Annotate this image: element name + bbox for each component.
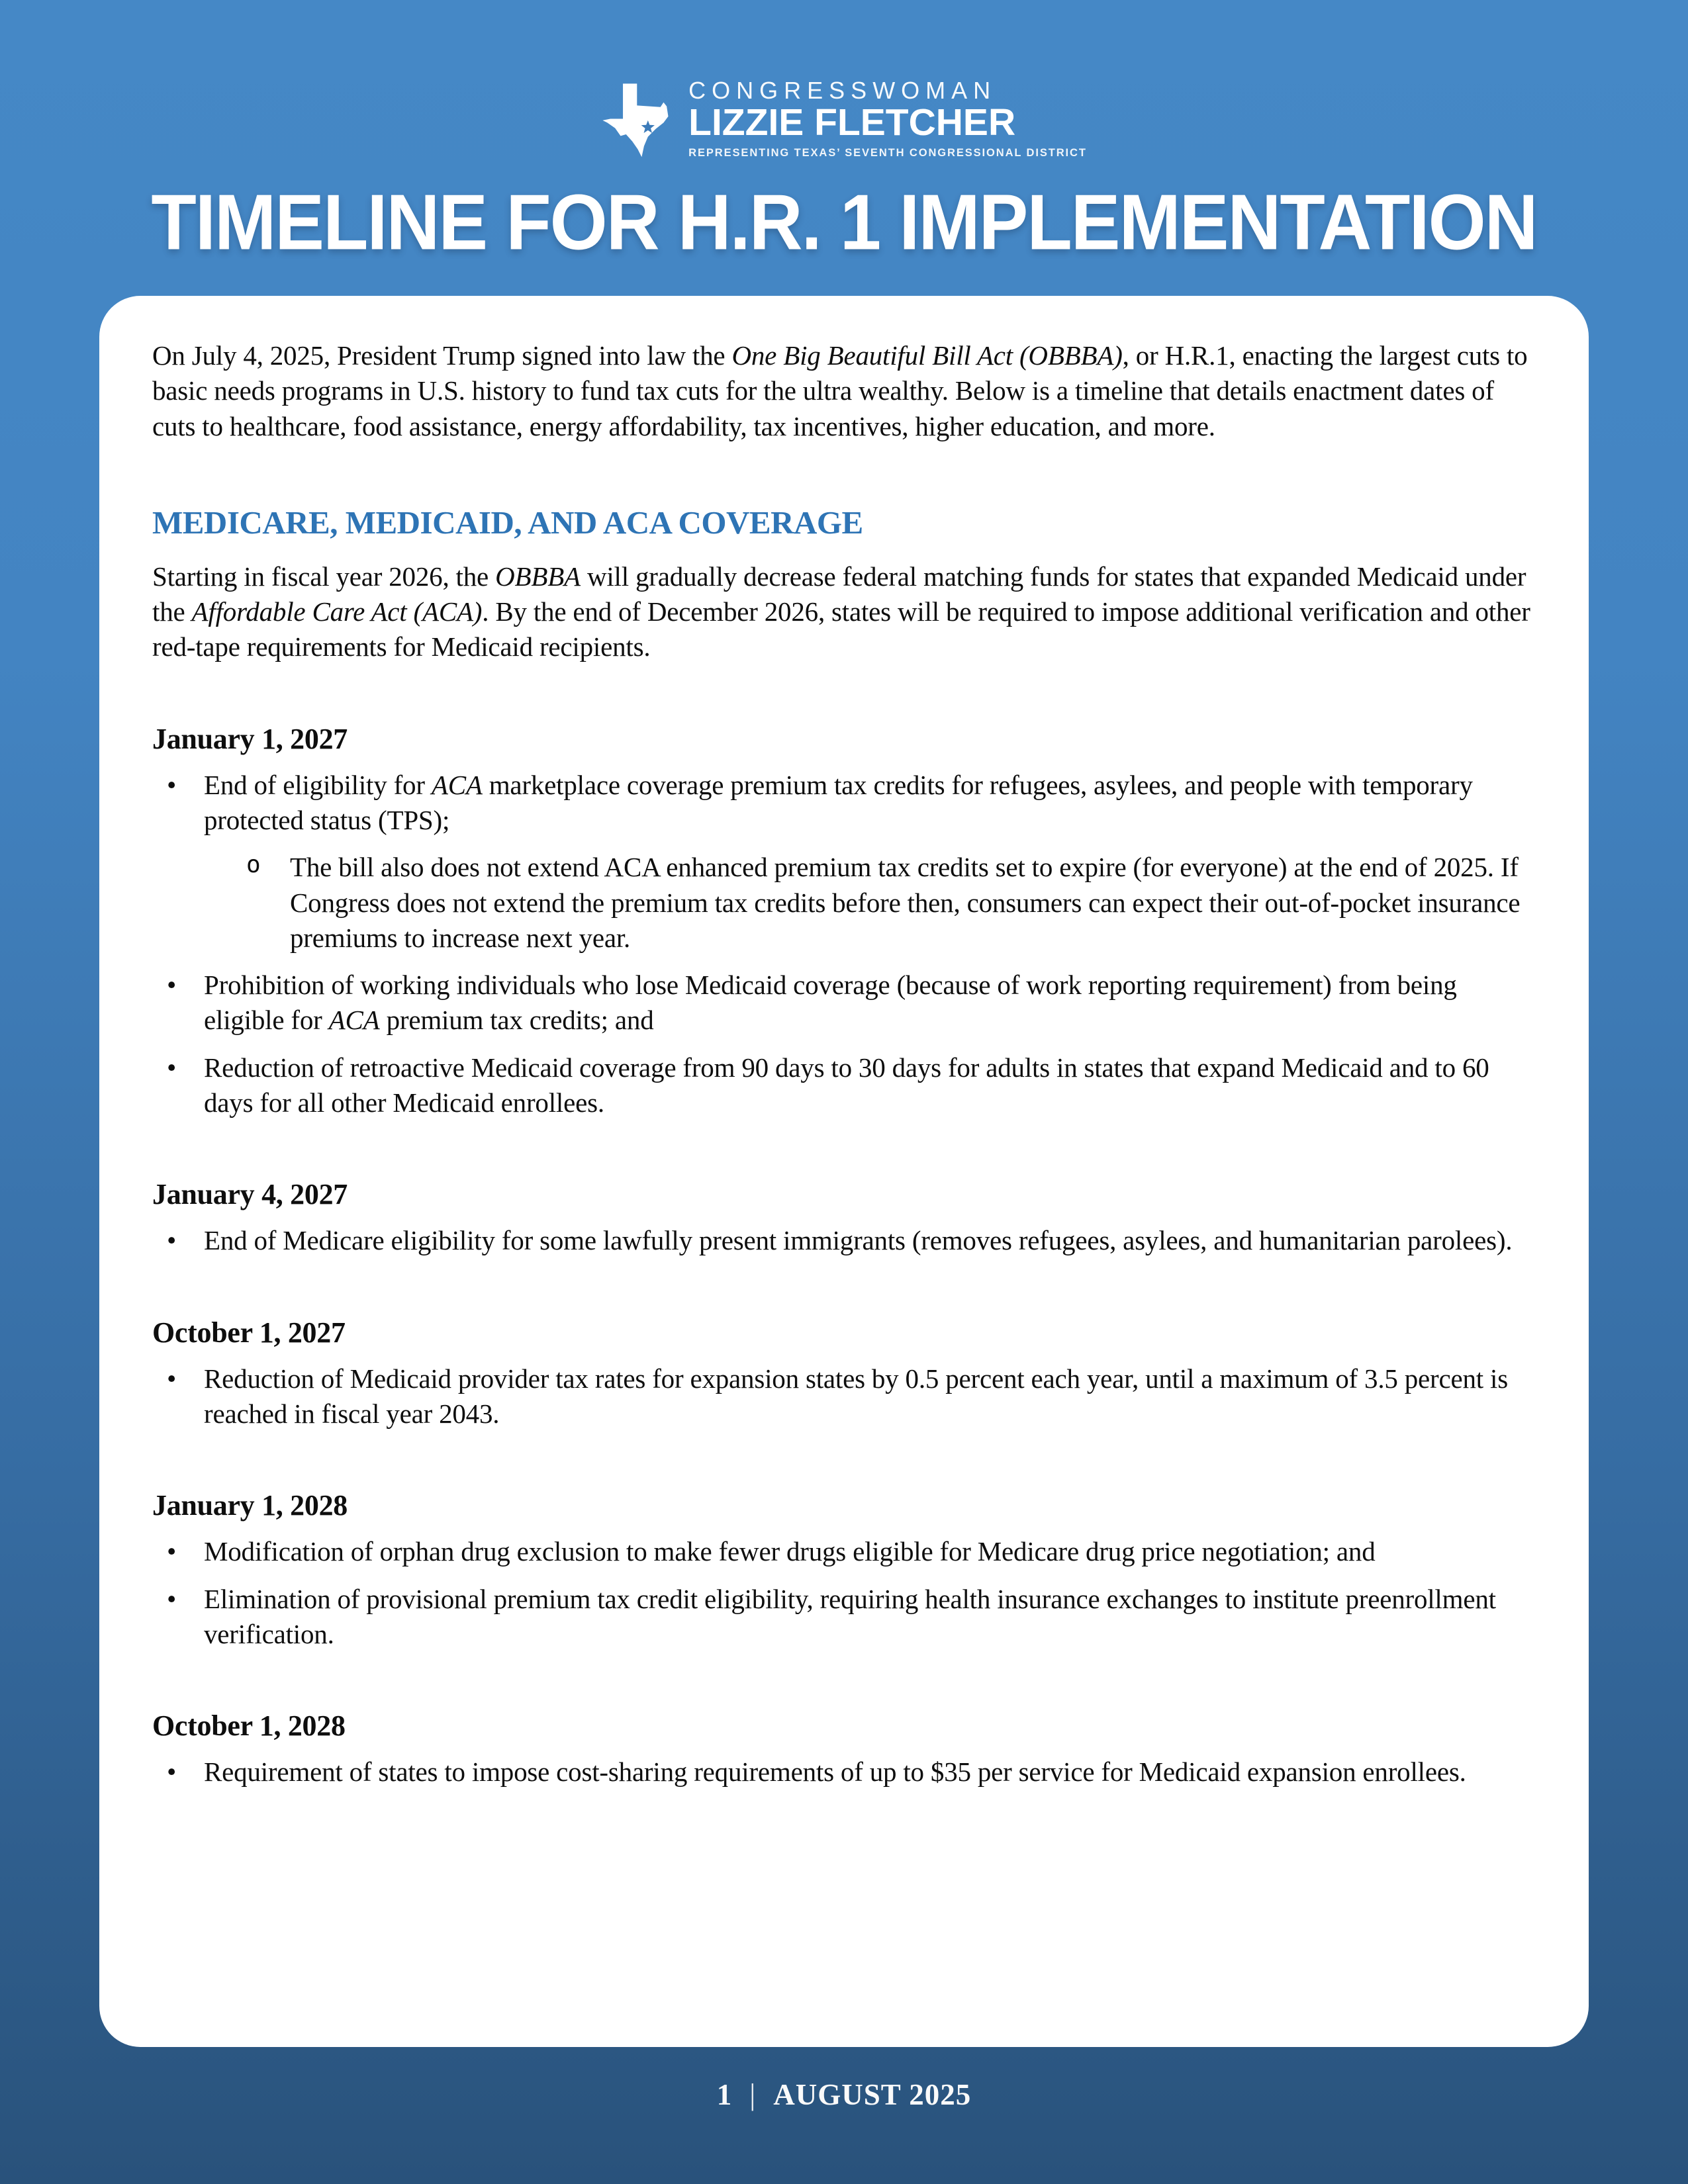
- text-run: The bill also does not extend ACA enhanced premium tax credits set to expire (for everyone) at the end of 2025. If Congress does not extend the premium tax credits before then, consumers can expect their out-of-pocket insurance premiums to increase next year.: [290, 852, 1521, 953]
- medicare-paragraph: [152, 559, 1536, 665]
- text-run: . By the end of December 2026, states will be required to impose additional verification and other red-tape requirements for Medicaid recipients.: [152, 596, 1530, 662]
- bullet-text: [204, 1223, 1536, 1258]
- bullet-item: [152, 1050, 1536, 1121]
- logo-name: LIZZIE FLETCHER: [688, 101, 1016, 144]
- bullet-marker-icon: •: [167, 1536, 177, 1567]
- bullet-item: [152, 968, 1536, 1038]
- italic-text: Affordable Care Act (ACA): [191, 596, 483, 627]
- text-run: Modification of orphan drug exclusion to make fewer drugs eligible for Medicare drug price negotiation; and: [204, 1536, 1376, 1567]
- timeline-section: [152, 1709, 1536, 1790]
- logo-text: [688, 78, 1087, 159]
- congressional-logo: [601, 71, 1087, 165]
- text-run: , or H.R.1, enacting the largest cuts to basic needs programs in U.S. history to fund tax cuts for the ultra wealthy. Below is a timeline that details enactment dates of cuts to healthcare, food assistance, energy affordability, tax incentives, higher education, and more.: [152, 340, 1528, 441]
- text-run: Requirement of states to impose cost-sharing requirements of up to $35 per service for Medicaid expansion enrollees.: [204, 1756, 1466, 1788]
- bullet-marker-icon: •: [167, 1052, 177, 1083]
- bullet-text: [204, 1754, 1536, 1790]
- italic-text: ACA: [431, 769, 483, 800]
- bullet-text: [204, 968, 1536, 1038]
- text-run: End of eligibility for: [204, 769, 432, 800]
- bullet-item: [152, 1534, 1536, 1569]
- footer-date: AUGUST 2025: [773, 2078, 972, 2111]
- page-title: TIMELINE FOR H.R. 1 IMPLEMENTATION: [151, 178, 1537, 266]
- date-heading: October 1, 2028: [152, 1709, 346, 1743]
- timeline-section: [152, 1316, 1536, 1432]
- content-card: [99, 296, 1589, 2047]
- date-heading: January 1, 2027: [152, 722, 348, 755]
- bullet-item: [152, 1582, 1536, 1653]
- section-heading-medicare: MEDICARE, MEDICAID, AND ACA COVERAGE: [152, 504, 863, 541]
- text-run: Reduction of retroactive Medicaid coverage from 90 days to 30 days for adults in states that expand Medicaid and to 60 days for all other Medicaid enrollees.: [204, 1052, 1489, 1118]
- document-header: [0, 0, 1688, 296]
- text-run: Elimination of provisional premium tax credit eligibility, requiring health insurance exchanges to institute preenrollment verification.: [204, 1583, 1496, 1649]
- date-heading: January 4, 2027: [152, 1178, 348, 1211]
- timeline-section: [152, 722, 1536, 1121]
- bullet-marker-icon: •: [167, 769, 177, 800]
- bullet-marker-icon: •: [167, 1225, 177, 1256]
- circle-marker-icon: o: [246, 851, 261, 879]
- italic-text: ACA: [328, 1005, 380, 1036]
- text-run: Prohibition of working individuals who lose Medicaid coverage (because of work reporting requirement) from being eligible for: [204, 970, 1457, 1036]
- logo-tagline: REPRESENTING TEXAS’ SEVENTH CONGRESSIONAL DISTRICT: [688, 146, 1087, 159]
- italic-text: One Big Beautiful Bill Act (OBBBA): [731, 340, 1123, 371]
- bullet-item: [152, 1223, 1536, 1258]
- bullet-marker-icon: •: [167, 1363, 177, 1394]
- bullet-text: [204, 1050, 1536, 1121]
- bullet-text: [204, 1582, 1536, 1653]
- footer-separator: |: [749, 2078, 757, 2111]
- date-heading: October 1, 2027: [152, 1316, 346, 1349]
- bullet-text: [290, 850, 1536, 956]
- page-footer: [0, 2047, 1688, 2184]
- logo-congresswoman: CONGRESSWOMAN: [688, 76, 997, 104]
- texas-state-icon: [601, 77, 679, 160]
- text-run: will gradually decrease federal matching funds for states that expanded Medicaid under the: [152, 561, 1526, 627]
- text-run: Reduction of Medicaid provider tax rates for expansion states by 0.5 percent each year, until a maximum of 3.5 percent is reached in fiscal year 2043.: [204, 1363, 1508, 1429]
- intro-paragraph: [152, 338, 1536, 444]
- sub-bullet-item: [152, 850, 1536, 956]
- bullet-marker-icon: •: [167, 1756, 177, 1788]
- text-run: marketplace coverage premium tax credits for refugees, asylees, and people with temporary protected status (TPS);: [204, 769, 1473, 835]
- bullet-marker-icon: •: [167, 1583, 177, 1614]
- text-run: End of Medicare eligibility for some lawfully present immigrants (removes refugees, asylees, and humanitarian parolees).: [204, 1225, 1513, 1256]
- bullet-text: [204, 1361, 1536, 1432]
- bullet-item: [152, 768, 1536, 839]
- timeline-section: [152, 1177, 1536, 1258]
- bullet-item: [152, 1754, 1536, 1790]
- timeline-section: [152, 1488, 1536, 1652]
- text-run: Starting in fiscal year 2026, the: [152, 561, 496, 592]
- italic-text: OBBBA: [495, 561, 581, 592]
- text-run: premium tax credits; and: [379, 1005, 654, 1036]
- bullet-text: [204, 768, 1536, 839]
- date-heading: January 1, 2028: [152, 1489, 348, 1522]
- bullet-text: [204, 1534, 1536, 1569]
- timeline-sections: [152, 722, 1536, 1790]
- bullet-marker-icon: •: [167, 970, 177, 1001]
- bullet-item: [152, 1361, 1536, 1432]
- page-number: 1: [716, 2078, 733, 2111]
- text-run: On July 4, 2025, President Trump signed into law the: [152, 340, 732, 371]
